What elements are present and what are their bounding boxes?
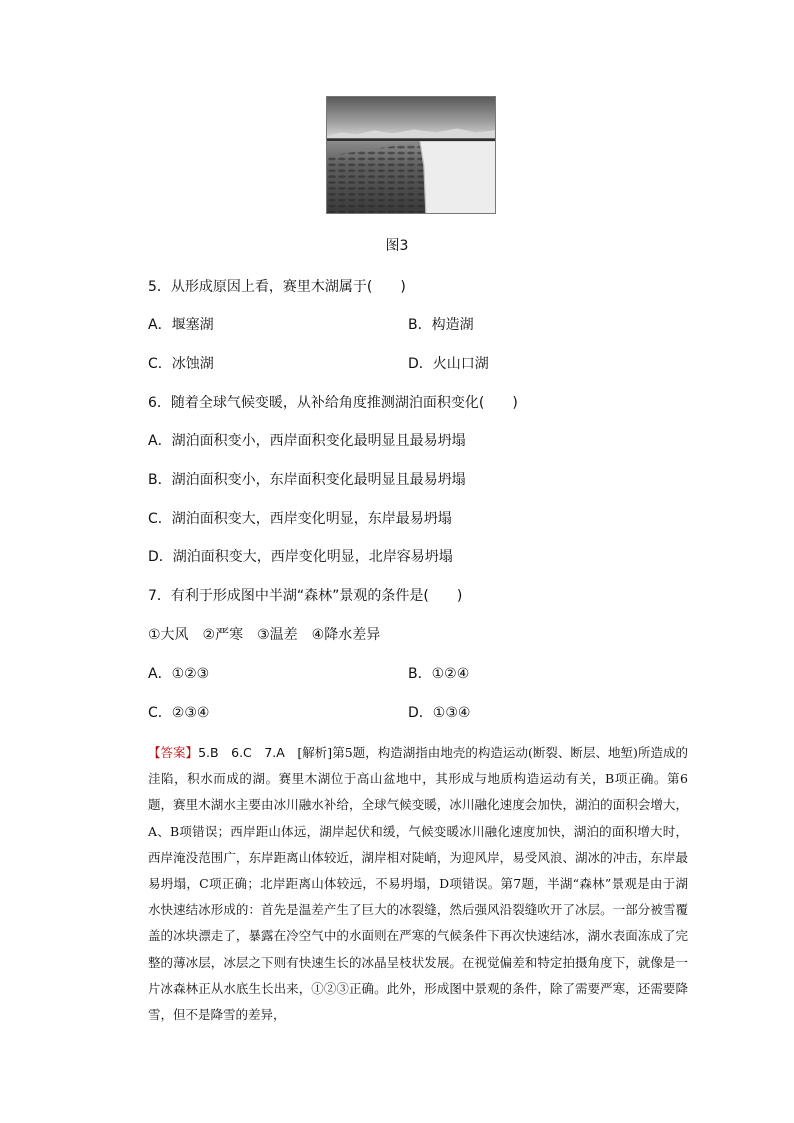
question-7-stem: 7．有利于形成图中半湖“森林”景观的条件是( ) [148,588,463,604]
lake-photo [326,96,496,214]
figure-caption: 图3 [385,238,409,254]
question-6-stem: 6．随着全球气候变暖，从补给角度推测湖泊面积变化( ) [148,395,518,411]
q5-option-b: B．构造湖 [408,317,474,333]
q5-option-d: D．火山口湖 [408,356,489,372]
question-5-stem: 5．从形成原因上看，赛里木湖属于( ) [148,279,406,295]
answer-keys: 5.B 6.C 7.A [198,745,298,760]
q5-option-c: C．冰蚀湖 [148,356,214,372]
q7-conditions: ①大风 ②严寒 ③温差 ④降水差异 [148,627,381,643]
q6-option-d: D．湖泊面积变大，西岸变化明显，北岸容易坍塌 [148,549,453,565]
q6-option-b: B．湖泊面积变小，东岸面积变化最明显且最易坍塌 [148,472,466,488]
q7-option-a: A．①②③ [148,666,210,682]
q6-option-c: C．湖泊面积变大，西岸变化明显，东岸最易坍塌 [148,511,452,527]
answer-tag: 【答案】 [148,745,199,760]
lake-photo-image [327,97,495,213]
q7-option-b: B．①②④ [408,666,470,682]
q7-option-c: C．②③④ [148,705,210,721]
q5-option-a: A．堰塞湖 [148,317,214,333]
q6-option-a: A．湖泊面积变小，西岸面积变化最明显且最易坍塌 [148,433,466,449]
q7-option-d: D．①③④ [408,705,471,721]
answer-explanation [148,740,688,1028]
answer-body: [解析]第5题，构造湖指由地壳的构造运动(断裂、断层、地堑)所造成的洼陷，积水而成的湖。赛里木湖位于高山盆地中，其形成与地质构造运动有关，B项正确。第6题，赛里木湖水主要由冰川融水补给，全球气候变暖，冰川融化速度会加快，湖泊的面积会增大，A、B项错误；西岸距山体远，湖岸起伏和缓，气候变暖冰川融化速度加快，湖泊的面积增大时，西岸淹没范围广，东岸距离山体较近，湖岸相对陡峭，为迎风岸，易受风浪、湖冰的冲击，东岸最易坍塌，C项正确；北岸距离山体较远，不易坍塌，D项错误。第7题，半湖“森林”景观是由于湖水快速结冰形成的：首先是温差产生了巨大的冰裂缝，然后强风沿裂缝吹开了冰层。一部分被雪覆盖的冰块漂走了，暴露在冷空气中的水面则在严寒的气候条件下再次快速结冰，湖水表面冻成了完整的薄冰层，冰层之下则有快速生长的冰晶呈枝状发展。在视觉偏差和特定拍摄角度下，就像是一片冰森林正从水底生长出来，①②③正确。此外，形成图中景观的条件，除了需要严寒，还需要降雪，但不是降雪的差异， [148,745,688,1023]
